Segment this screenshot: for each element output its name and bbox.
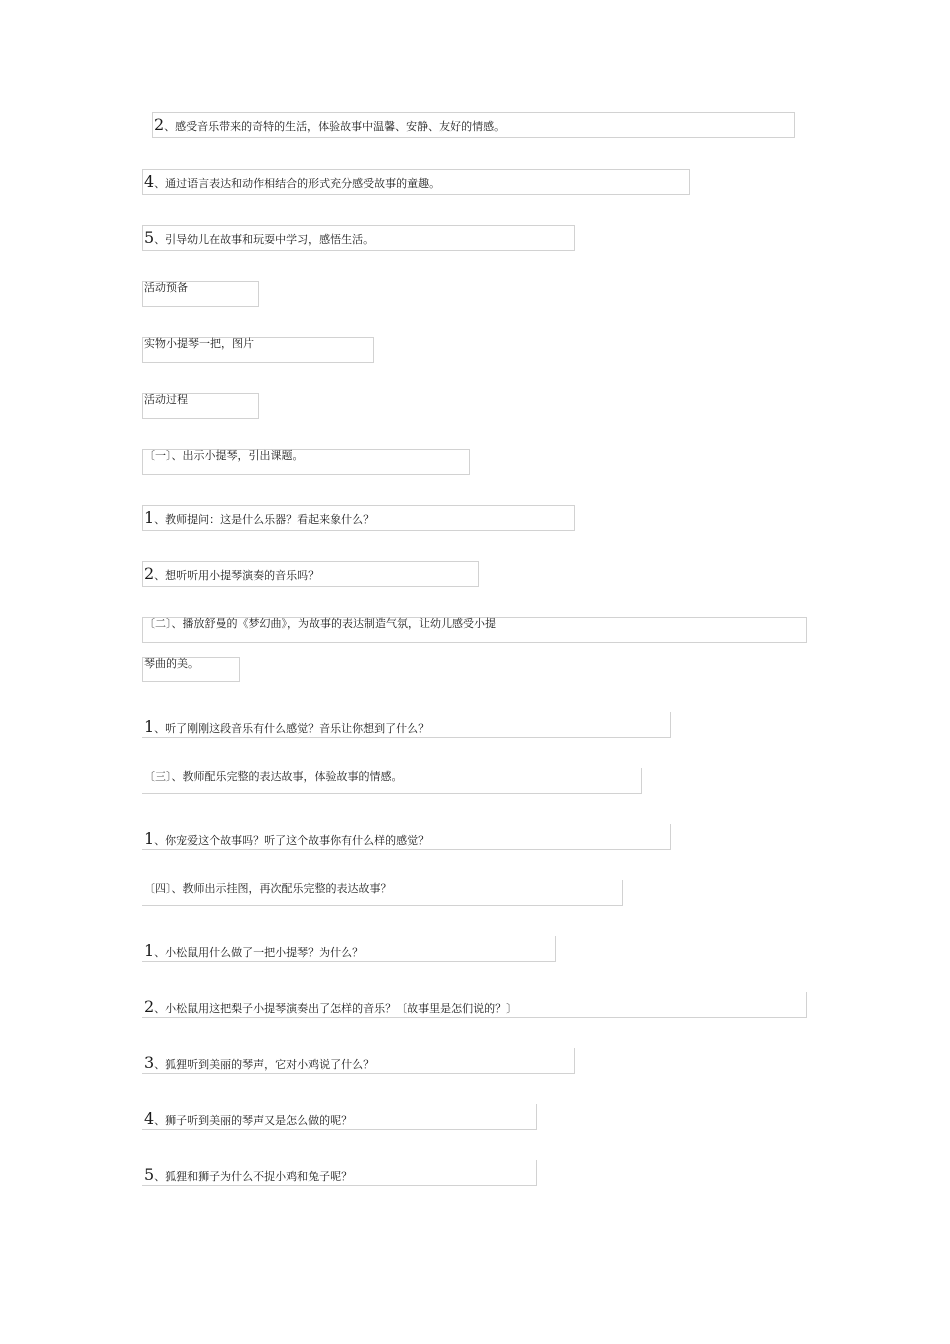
item-number: 1 bbox=[144, 508, 155, 527]
line-text: 活动预备 bbox=[144, 281, 188, 294]
item-number: 4 bbox=[144, 1109, 155, 1128]
item-number: 4 bbox=[144, 172, 155, 191]
line-text: 、教师提问：这是什么乐器？看起来象什么？ bbox=[154, 513, 375, 526]
line-text: 活动过程 bbox=[144, 393, 188, 406]
line-text: 、狐狸听到美丽的琴声，它对小鸡说了什么？ bbox=[154, 1058, 375, 1071]
line-text: 琴曲的美。 bbox=[144, 657, 199, 670]
item-number: 2 bbox=[144, 997, 155, 1016]
line-text: 、狐狸和狮子为什么不捉小鸡和兔子呢？ bbox=[154, 1170, 353, 1183]
item-number: 1 bbox=[144, 941, 155, 960]
line-text: 、听了刚刚这段音乐有什么感觉？音乐让你想到了什么？ bbox=[154, 722, 430, 735]
item-number: 2 bbox=[144, 564, 155, 583]
item-number: 2 bbox=[154, 115, 165, 134]
line-text: 、小松鼠用什么做了一把小提琴？为什么？ bbox=[154, 946, 364, 959]
line-text: 、小松鼠用这把梨子小提琴演奏出了怎样的音乐？〔故事里是怎们说的？〕 bbox=[154, 1002, 518, 1015]
item-number: 5 bbox=[144, 1165, 155, 1184]
line-text: 、引导幼儿在故事和玩耍中学习，感悟生活。 bbox=[154, 233, 375, 246]
line-text: 实物小提琴一把，图片 bbox=[144, 337, 254, 350]
line-text: 〔三〕、教师配乐完整的表达故事，体验故事的情感。 bbox=[144, 770, 403, 783]
line-text: 、狮子听到美丽的琴声又是怎么做的呢？ bbox=[154, 1114, 353, 1127]
line-text: 、感受音乐带来的奇特的生活，体验故事中温馨、安静、友好的情感。 bbox=[164, 120, 506, 133]
line-text: 、你宠爱这个故事吗？听了这个故事你有什么样的感觉？ bbox=[154, 834, 430, 847]
line-text: 、通过语言表达和动作相结合的形式充分感受故事的童趣。 bbox=[154, 177, 441, 190]
line-text: 、想听听用小提琴演奏的音乐吗？ bbox=[154, 569, 320, 582]
item-number: 5 bbox=[144, 228, 155, 247]
item-number: 1 bbox=[144, 829, 155, 848]
item-number: 3 bbox=[144, 1053, 155, 1072]
line-text: 〔四〕、教师出示挂图，再次配乐完整的表达故事？ bbox=[144, 882, 392, 895]
line-text: 〔二〕、播放舒曼的《梦幻曲》，为故事的表达制造气氛，让幼儿感受小提 bbox=[144, 617, 496, 630]
line-text: 〔一〕、出示小提琴，引出课题。 bbox=[144, 449, 304, 462]
item-number: 1 bbox=[144, 717, 155, 736]
